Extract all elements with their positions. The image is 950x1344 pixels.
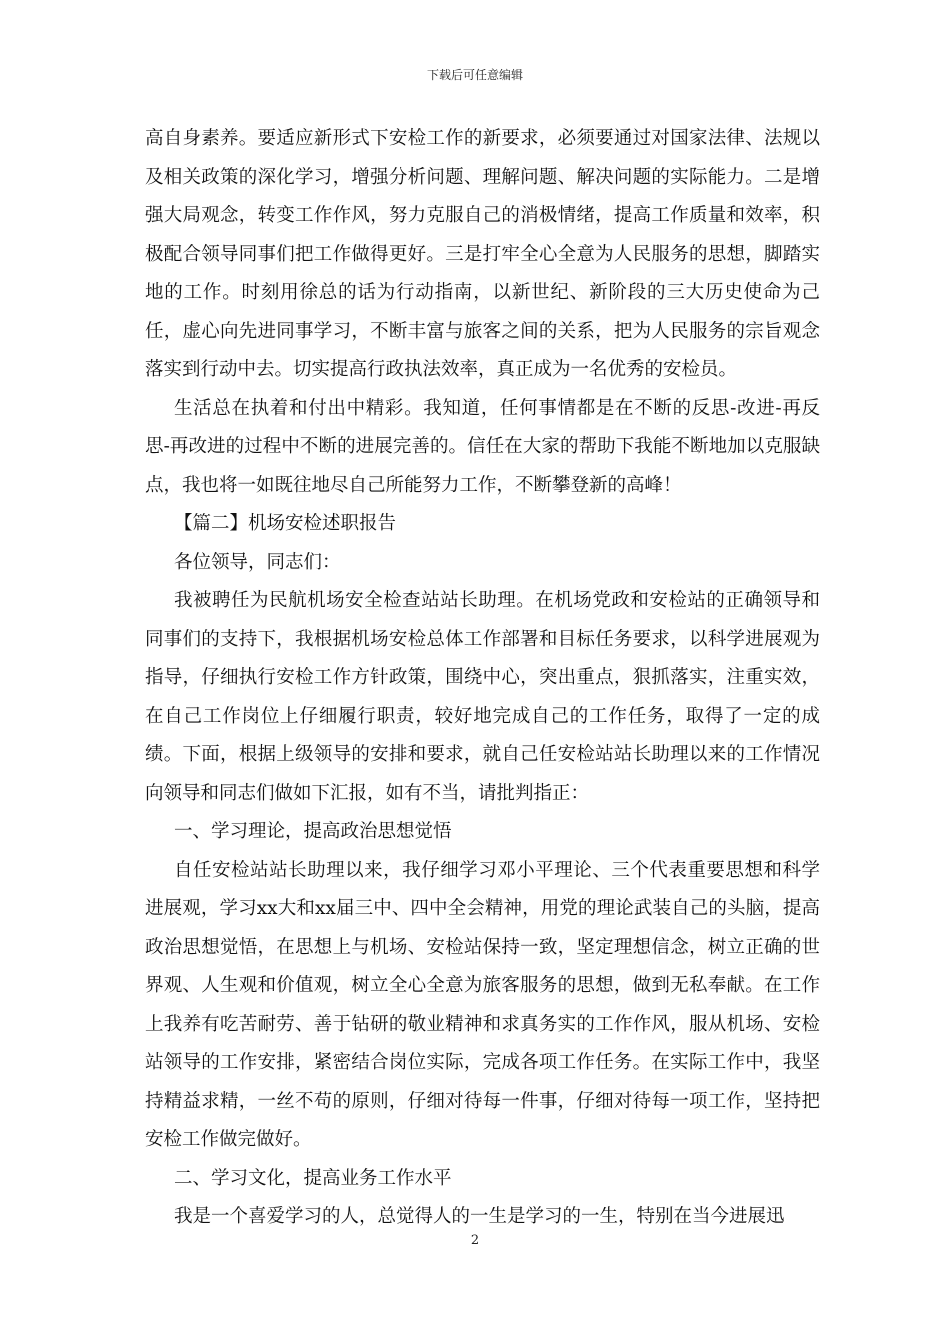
document-body — [145, 120, 820, 1237]
paragraph: 我是一个喜爱学习的人，总觉得人的一生是学习的一生，特别在当今进展迅 — [174, 1206, 785, 1227]
subsection-heading: 一、学习理论，提高政治思想觉悟 — [174, 821, 452, 842]
paragraph: 自任安检站站长助理以来，我仔细学习邓小平理论、三个代表重要思想和科学进展观，学习xx大和xx届三中、四中全会精神，用党的理论武装自己的头脑，提高政治思想觉悟，在思想上与机场、安检站保持一致，坚定理想信念，树立正确的世界观、人生观和价值观，树立全心全意为旅客服务的思想，做到无私奉献。在工作上我养有吃苦耐劳、善于钻研的敬业精神和求真务实的工作作风，服从机场、安检站领导的工作安排，紧密结合岗位实际，完成各项工作任务。在实际工作中，我坚持精益求精，一丝不苟的原则，仔细对待每一件事，仔细对待每一项工作，坚持把安检工作做完做好。 — [145, 859, 820, 1150]
paragraph: 生活总在执着和付出中精彩。我知道，任何事情都是在不断的反思-改进-再反思-再改进的过程中不断的进展完善的。信任在大家的帮助下我能不断地加以克服缺点，我也将一如既往地尽自己所能努力工作，不断攀登新的高峰！ — [145, 397, 820, 496]
page-header: 下载后可任意编辑 — [426, 68, 523, 82]
salutation: 各位领导，同志们： — [174, 551, 341, 573]
section-heading: 【篇二】机场安检述职报告 — [174, 513, 397, 534]
paragraph: 我被聘任为民航机场安全检查站站长助理。在机场党政和安检站的正确领导和同事们的支持下，我根据机场安检总体工作部署和目标任务要求，以科学进展观为指导，仔细执行安检工作方针政策，围绕中心，突出重点，狠抓落实，注重实效，在自己工作岗位上仔细履行职责，较好地完成自己的工作任务，取得了一定的成绩。下面，根据上级领导的安排和要求，就自己任安检站站长助理以来的工作情况向领导和同志们做如下汇报，如有不当，请批判指正： — [145, 590, 820, 804]
subsection-heading: 二、学习文化，提高业务工作水平 — [174, 1167, 452, 1189]
page-number: 2 — [470, 1233, 480, 1248]
paragraph: 高自身素养。要适应新形式下安检工作的新要求，必须要通过对国家法律、法规以及相关政策的深化学习，增强分析问题、理解问题、解决问题的实际能力。二是增强大局观念，转变工作作风，努力克服自己的消极情绪，提高工作质量和效率，积极配合领导同事们把工作做得更好。三是打牢全心全意为人民服务的思想，脚踏实地的工作。时刻用徐总的话为行动指南，以新世纪、新阶段的三大历史使命为己任，虚心向先进同事学习，不断丰富与旅客之间的关系，把为人民服务的宗旨观念落实到行动中去。切实提高行政执法效率，真正成为一名优秀的安检员。 — [145, 128, 820, 380]
